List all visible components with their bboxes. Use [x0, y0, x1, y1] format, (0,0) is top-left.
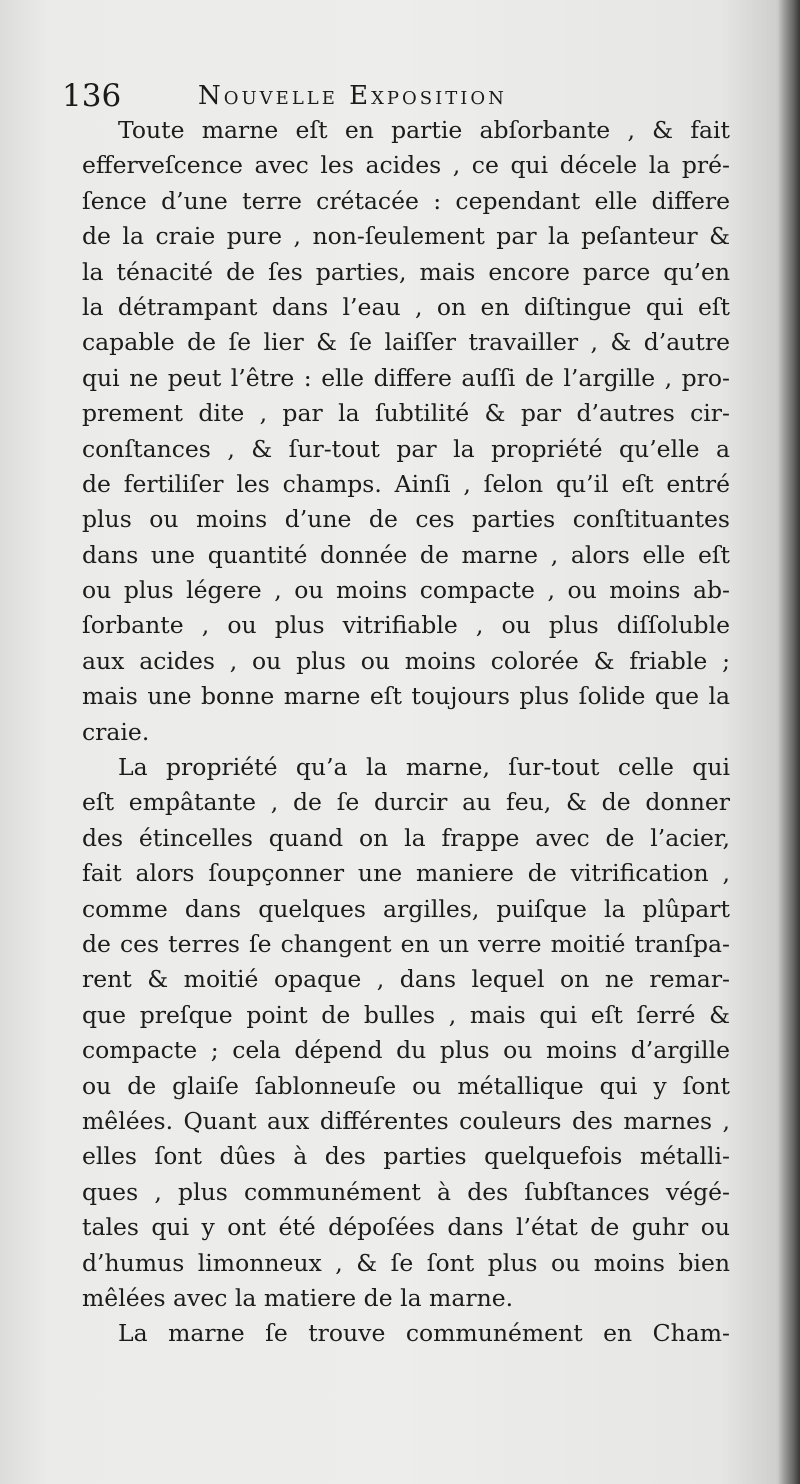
paragraph-1: [82, 113, 730, 750]
text-line: eſt empâtante , de ſe durcir au feu, & de donner: [82, 788, 730, 817]
spine-shadow: [778, 0, 800, 1484]
text-line: craie.: [82, 717, 150, 746]
text-line: de fertiliſer les champs. Ainſi , ſelon qu’il eſt entré: [82, 469, 730, 498]
text-line: La marne ſe trouve communément en Cham-: [118, 1319, 730, 1348]
text-line: mêlées. Quant aux différentes couleurs des marnes ,: [82, 1106, 730, 1135]
text-line: prement dite , par la ſubtilité & par d’autres cir-: [82, 399, 730, 428]
text-line: tales qui y ont été dépoſées dans l’état de guhr ou: [82, 1213, 730, 1242]
text-line: elles ſont dûes à des parties quelquefois métalli-: [82, 1142, 730, 1171]
text-line: rent & moitié opaque , dans lequel on ne remar-: [82, 965, 730, 994]
text-line: comme dans quelques argilles, puiſque la plûpart: [82, 894, 730, 923]
text-line: la détrampant dans l’eau , on en diſtingue qui eſt: [82, 292, 730, 321]
text-line: mais une bonne marne eſt toujours plus ſolide que la: [82, 682, 730, 711]
text-line: des étincelles quand on la frappe avec de l’acier,: [82, 823, 730, 852]
text-line: que preſque point de bulles , mais qui eſt ſerré &: [82, 1000, 730, 1029]
text-line: La propriété qu’a la marne, ſur-tout celle qui: [118, 753, 730, 782]
text-line: Toute marne eſt en partie abſorbante , & fait: [118, 116, 730, 144]
text-line: conſtances , & ſur-tout par la propriété qu’elle a: [82, 434, 730, 463]
text-line: d’humus limonneux , & ſe ſont plus ou moins bien: [82, 1248, 730, 1277]
text-line: de la craie pure , non-ſeulement par la peſanteur &: [82, 222, 730, 251]
text-line: ou de glaiſe ſablonneuſe ou métallique qui y ſont: [82, 1071, 730, 1100]
text-line: efferveſcence avec les acides , ce qui décele la pré-: [82, 151, 730, 180]
text-line: mêlées avec la matiere de la marne.: [82, 1283, 514, 1312]
body-text: [82, 113, 730, 1352]
text-line: la ténacité de ſes parties, mais encore parce qu’en: [82, 257, 730, 286]
text-line: fait alors ſoupçonner une maniere de vitrification ,: [82, 859, 730, 888]
text-line: ou plus légere , ou moins compacte , ou moins ab-: [82, 576, 730, 605]
text-line: ſorbante , ou plus vitrifiable , ou plus diſſoluble: [82, 611, 730, 640]
running-head: Nouvelle Exposition: [198, 81, 507, 111]
text-line: aux acides , ou plus ou moins colorée & friable ;: [82, 646, 730, 675]
text-line: compacte ; cela dépend du plus ou moins d’argille: [82, 1036, 730, 1065]
text-line: ſence d’une terre crétacée : cependant elle differe: [82, 186, 730, 215]
paragraph-2: [82, 750, 730, 1316]
page-number: 136: [62, 78, 122, 114]
paragraph-3: [82, 1316, 730, 1351]
text-line: capable de ſe lier & ſe laiſſer travailler , & d’autre: [82, 328, 730, 357]
text-line: ques , plus communément à des ſubſtances végé-: [82, 1177, 730, 1206]
page-header: [62, 76, 722, 116]
text-line: de ces terres ſe changent en un verre moitié tranſpa-: [82, 929, 730, 958]
text-line: plus ou moins d’une de ces parties conſtituantes: [82, 505, 730, 534]
text-line: qui ne peut l’être : elle differe auſſi de l’argille , pro-: [82, 363, 730, 392]
text-line: dans une quantité donnée de marne , alors elle eſt: [82, 540, 730, 569]
